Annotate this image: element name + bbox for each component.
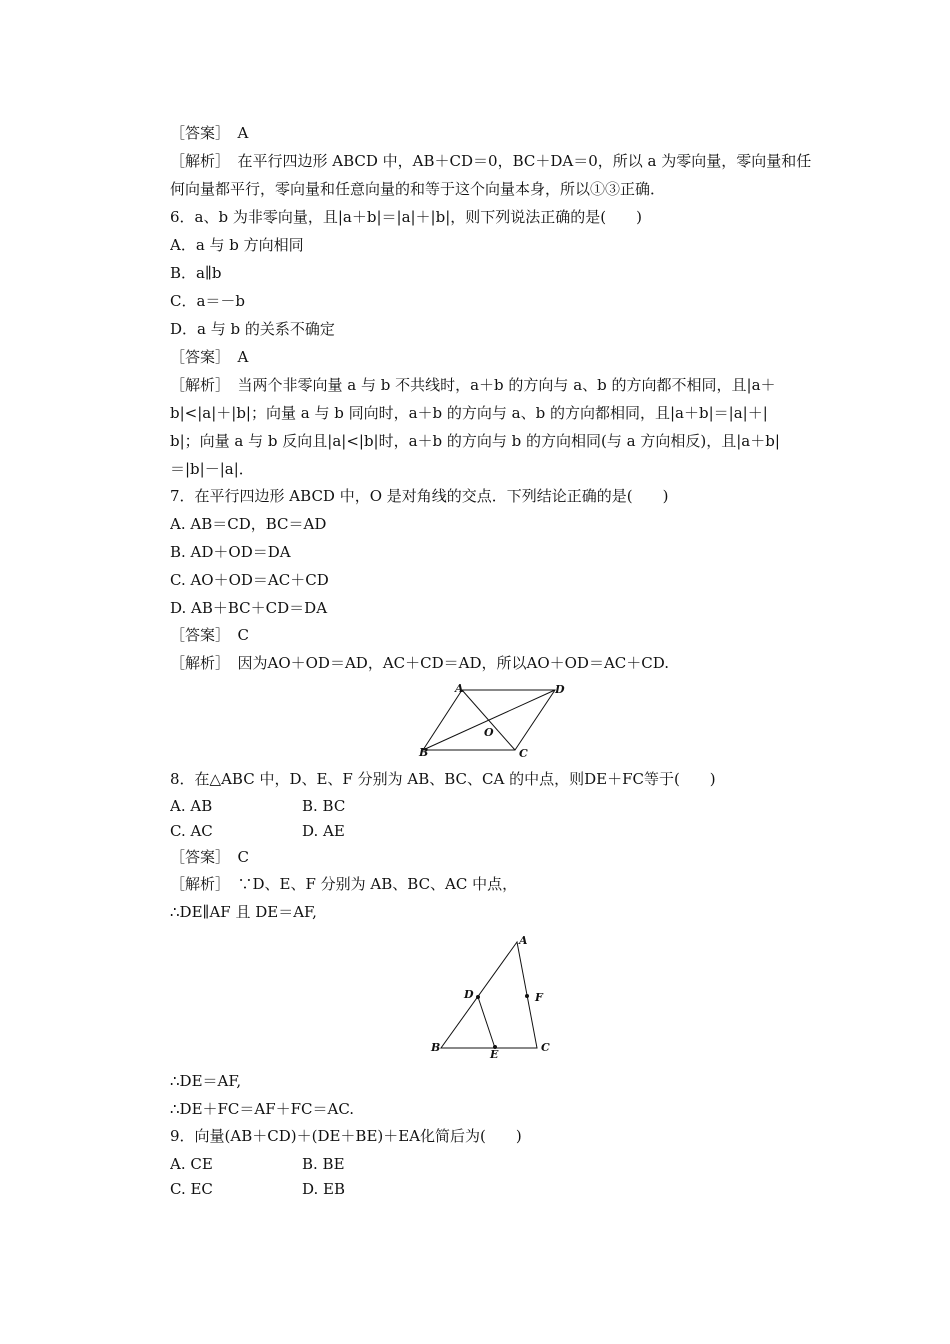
analysis-8-line2: ∴DE∥AF 且 DE＝AF,: [170, 903, 317, 921]
label-f: F: [535, 991, 543, 1004]
label-b: B: [419, 746, 429, 759]
q8-option-b: B. BC: [302, 797, 346, 815]
q9-option-c: C. EC: [170, 1180, 213, 1198]
answer-6: ［答案］ A: [170, 348, 249, 366]
label-c: C: [541, 1041, 550, 1054]
q7-option-a: A. AB＝CD，BC＝AD: [170, 515, 327, 533]
question-9: 9．向量(AB＋CD)＋(DE＋BE)＋EA化简后为( ): [170, 1127, 522, 1145]
answer-7: ［答案］ C: [170, 626, 249, 644]
q7-option-c: C. AO＋OD＝AC＋CD: [170, 571, 329, 589]
q9-option-b: B. BE: [302, 1155, 345, 1173]
label-b: B: [431, 1041, 441, 1054]
conclusion-8-line1: ∴DE＝AF,: [170, 1072, 242, 1090]
q8-option-a: A. AB: [170, 797, 213, 815]
label-d: D: [555, 683, 565, 696]
label-d: D: [464, 988, 474, 1001]
answer-5: ［答案］ A: [170, 124, 249, 142]
label-e: E: [490, 1048, 499, 1060]
analysis-6-line2: b|<|a|＋|b|；向量 a 与 b 同向时，a＋b 的方向与 a、b 的方向都相同，且|a＋b|＝|a|＋|: [170, 404, 768, 422]
question-8: 8．在△ABC 中，D、E、F 分别为 AB、BC、CA 的中点，则DE＋FC等于( ): [170, 770, 716, 788]
q6-option-b: B．a∥b: [170, 264, 222, 282]
q6-option-a: A．a 与 b 方向相同: [170, 236, 304, 254]
label-o: O: [484, 726, 494, 739]
triangle-figure: [425, 930, 565, 1060]
analysis-6-line4: ＝|b|－|a|．: [170, 460, 254, 478]
q7-option-d: D. AB＋BC＋CD＝DA: [170, 599, 328, 617]
parallelogram-figure: [415, 680, 575, 765]
analysis-8-line1: ［解析］ ∵D、E、F 分别为 AB、BC、AC 中点，: [170, 875, 518, 893]
q8-option-d: D. AE: [302, 822, 345, 840]
answer-8: ［答案］ C: [170, 848, 249, 866]
q7-option-b: B. AD＋OD＝DA: [170, 543, 291, 561]
analysis-5-line1: ［解析］ 在平行四边形 ABCD 中，AB＋CD＝0，BC＋DA＝0，所以 a 为零向量，零向量和任: [170, 152, 812, 170]
question-7: 7．在平行四边形 ABCD 中，O 是对角线的交点．下列结论正确的是( ): [170, 487, 669, 505]
q9-option-a: A. CE: [170, 1155, 213, 1173]
q6-option-d: D．a 与 b 的关系不确定: [170, 320, 335, 338]
analysis-5-line2: 何向量都平行，零向量和任意向量的和等于这个向量本身，所以①③正确．: [170, 180, 666, 198]
label-a: A: [519, 934, 528, 947]
label-c: C: [519, 747, 528, 760]
q9-option-d: D. EB: [302, 1180, 346, 1198]
label-a: A: [455, 682, 464, 695]
analysis-7: ［解析］ 因为AO＋OD＝AD，AC＋CD＝AD，所以AO＋OD＝AC＋CD.: [170, 654, 669, 672]
analysis-6-line3: b|；向量 a 与 b 反向且|a|<|b|时，a＋b 的方向与 b 的方向相同(与 a 方向相反)，且|a＋b|: [170, 432, 780, 450]
question-6: 6．a、b 为非零向量，且|a＋b|＝|a|＋|b|，则下列说法正确的是( ): [170, 208, 642, 226]
analysis-6-line1: ［解析］ 当两个非零向量 a 与 b 不共线时，a＋b 的方向与 a、b 的方向都不相同，且|a＋: [170, 376, 776, 394]
q6-option-c: C．a＝－b: [170, 292, 246, 310]
q8-option-c: C. AC: [170, 822, 213, 840]
conclusion-8-line2: ∴DE＋FC＝AF＋FC＝AC.: [170, 1100, 355, 1118]
